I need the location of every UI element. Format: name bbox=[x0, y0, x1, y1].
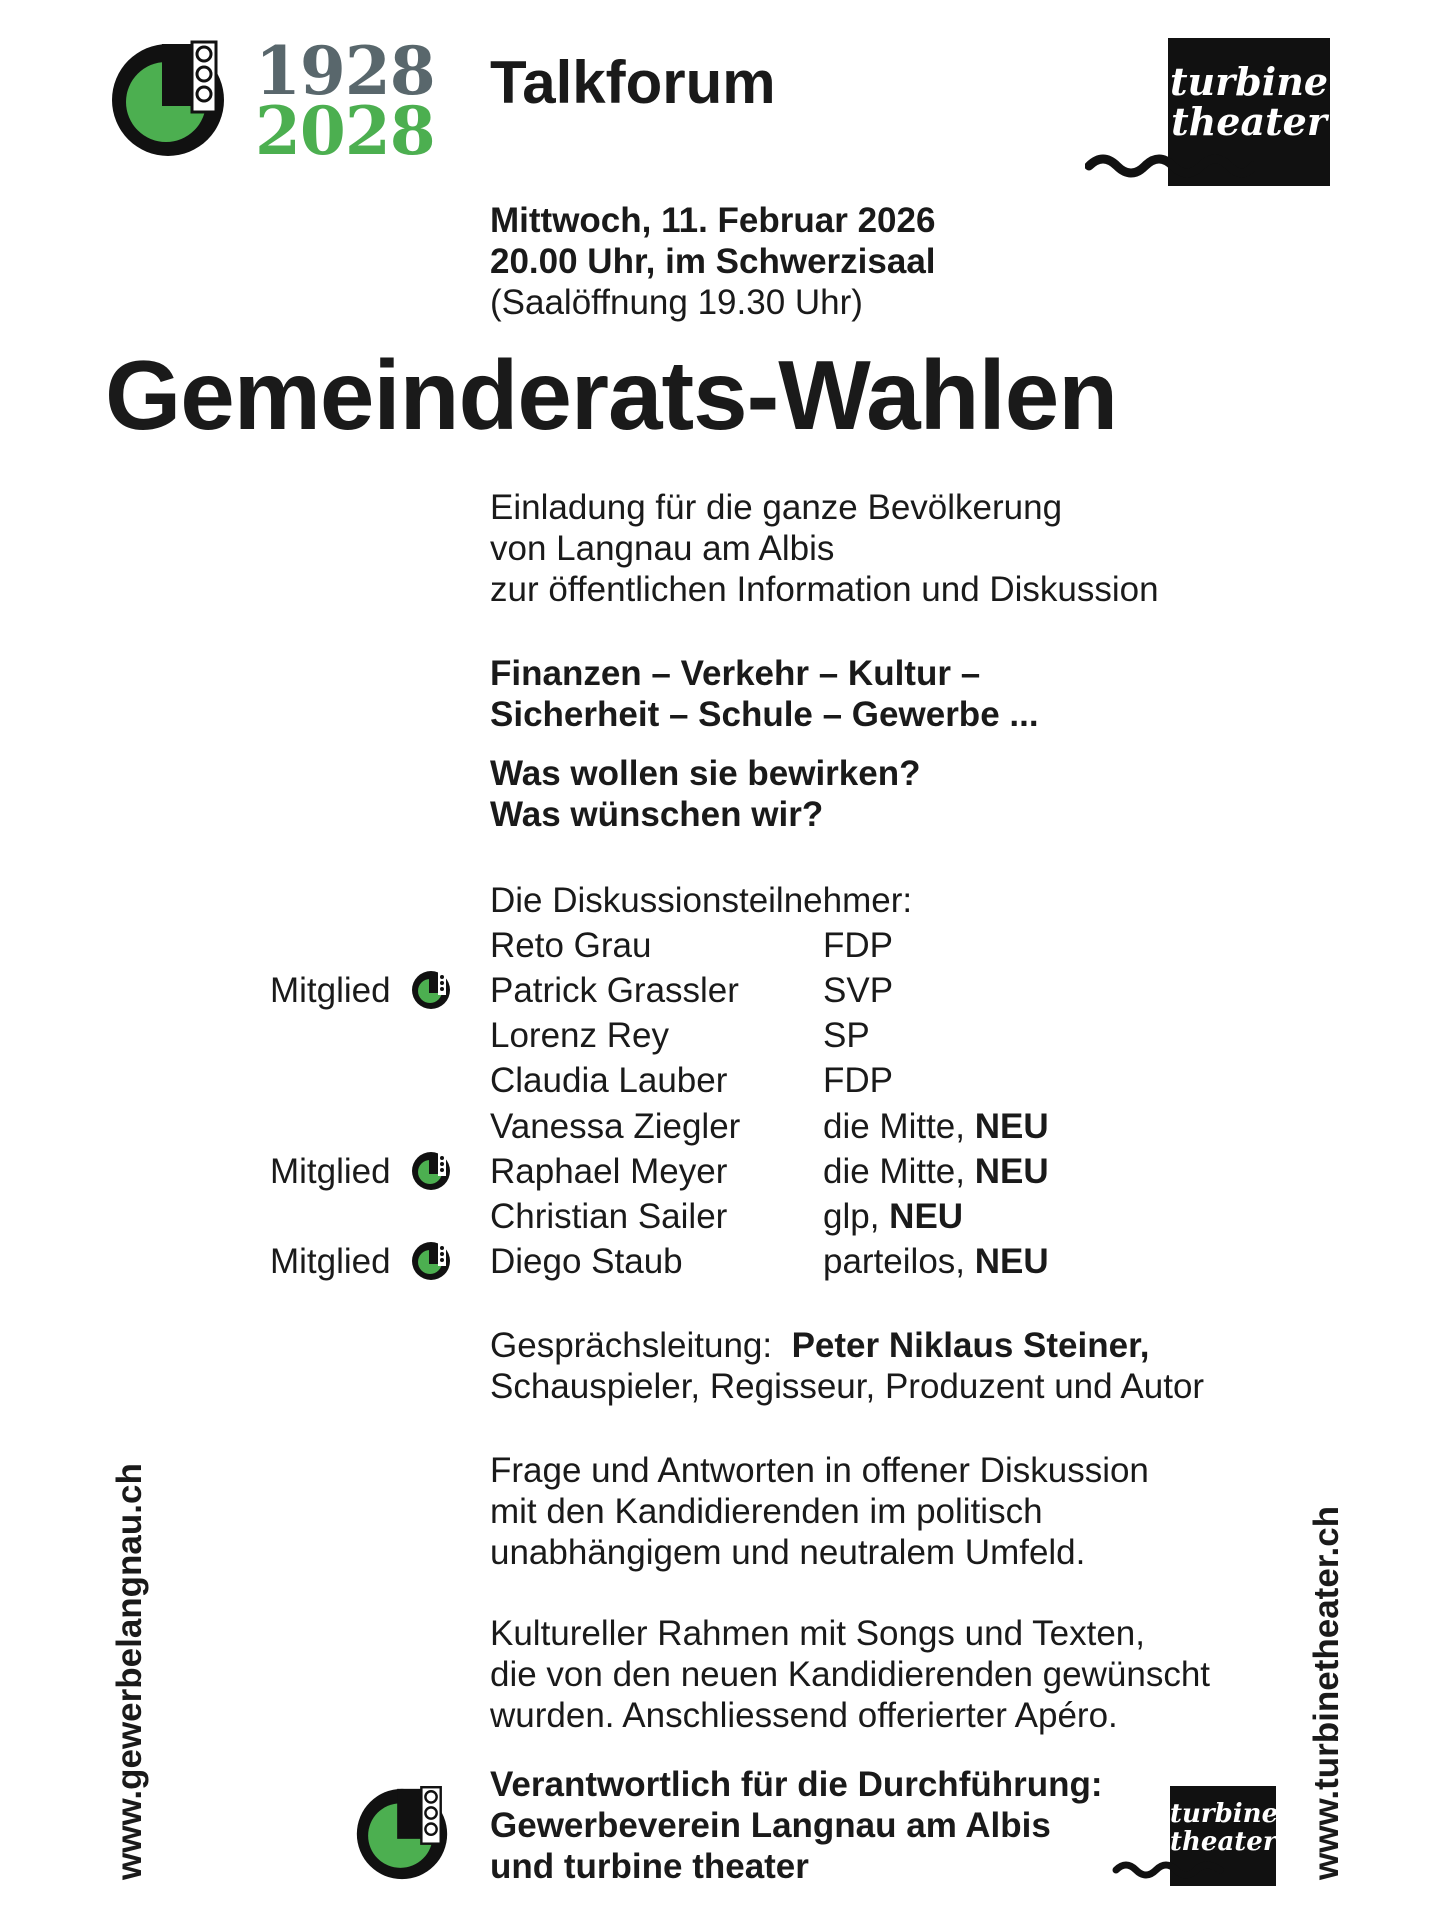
question-line-1: Was wollen sie bewirken? bbox=[490, 754, 921, 793]
participant-name: Diego Staub bbox=[490, 1242, 683, 1281]
invitation-line-3: zur öffentlichen Information und Diskussion bbox=[490, 570, 1159, 609]
participant-party: parteilos, NEU bbox=[823, 1242, 1049, 1281]
responsible-line-1: Verantwortlich für die Durchführung: bbox=[490, 1765, 1103, 1804]
participant-name: Patrick Grassler bbox=[490, 971, 739, 1010]
question-line-2: Was wünschen wir? bbox=[490, 795, 824, 834]
new-badge: NEU bbox=[974, 1152, 1049, 1191]
member-label: Mitglied bbox=[270, 971, 391, 1010]
participant-party: die Mitte, NEU bbox=[823, 1152, 1049, 1191]
member-logo-icon bbox=[410, 1240, 452, 1282]
logo-word-theater: theater bbox=[1170, 1827, 1277, 1857]
logo-word-turbine: turbine bbox=[1169, 59, 1328, 104]
invitation-line-1: Einladung für die ganze Bevölkerung bbox=[490, 488, 1063, 527]
participant-name: Claudia Lauber bbox=[490, 1061, 728, 1100]
participant-party: SVP bbox=[823, 971, 894, 1010]
culture-line-1: Kultureller Rahmen mit Songs und Texten, bbox=[490, 1614, 1145, 1653]
participant-party: FDP bbox=[823, 926, 893, 965]
new-badge: NEU bbox=[974, 1242, 1049, 1281]
member-logo-icon bbox=[410, 1150, 452, 1192]
participant-party: SP bbox=[823, 1016, 870, 1055]
moderator-roles: Schauspieler, Regisseur, Produzent und Autor bbox=[490, 1367, 1205, 1406]
logo-word-turbine: turbine bbox=[1170, 1799, 1279, 1829]
url-turbinetheater[interactable]: www.turbinetheater.ch bbox=[1307, 1505, 1346, 1880]
logo-word-theater: theater bbox=[1171, 99, 1327, 144]
participant-name: Reto Grau bbox=[490, 926, 652, 965]
event-date: Mittwoch, 11. Februar 2026 bbox=[490, 201, 936, 240]
year-1928: 1928 bbox=[255, 32, 435, 110]
format-line-3: unabhängigem und neutralem Umfeld. bbox=[490, 1533, 1086, 1572]
responsible-line-3: und turbine theater bbox=[490, 1847, 809, 1886]
participant-name: Lorenz Rey bbox=[490, 1016, 669, 1055]
invitation-line-2: von Langnau am Albis bbox=[490, 529, 835, 568]
moderator-name: Peter Niklaus Steiner, bbox=[791, 1326, 1150, 1365]
participant-party: die Mitte, NEU bbox=[823, 1107, 1049, 1146]
url-gewerbelangnau[interactable]: www.gewerbelangnau.ch bbox=[110, 1463, 149, 1880]
participants-label: Die Diskussionsteilnehmer: bbox=[490, 881, 913, 920]
wave-icon bbox=[1085, 150, 1255, 180]
page-title: Talkforum bbox=[490, 49, 776, 116]
responsible-line-2: Gewerbeverein Langnau am Albis bbox=[490, 1806, 1051, 1845]
participant-party: glp, NEU bbox=[823, 1197, 964, 1236]
participant-party: FDP bbox=[823, 1061, 893, 1100]
culture-line-3: wurden. Anschliessend offerierter Apéro. bbox=[490, 1696, 1118, 1735]
wave-icon bbox=[1112, 1858, 1224, 1880]
participant-name: Raphael Meyer bbox=[490, 1152, 728, 1191]
member-label: Mitglied bbox=[270, 1242, 391, 1281]
new-badge: NEU bbox=[889, 1197, 964, 1236]
new-badge: NEU bbox=[974, 1107, 1049, 1146]
headline: Gemeinderats-Wahlen bbox=[105, 340, 1118, 450]
gewerbeverein-logo-bottom bbox=[352, 1784, 452, 1884]
moderation-line bbox=[490, 1325, 1150, 1366]
event-time-place: 20.00 Uhr, im Schwerzisaal bbox=[490, 242, 936, 281]
participant-name: Vanessa Ziegler bbox=[490, 1107, 741, 1146]
year-2028: 2028 bbox=[255, 92, 435, 170]
moderation-label: Gesprächsleitung: bbox=[490, 1326, 773, 1365]
member-logo-icon bbox=[410, 969, 452, 1011]
culture-line-2: die von den neuen Kandidierenden gewünscht bbox=[490, 1655, 1211, 1694]
topics-line-1: Finanzen – Verkehr – Kultur – bbox=[490, 654, 981, 693]
gewerbeverein-logo bbox=[108, 38, 228, 162]
topics-line-2: Sicherheit – Schule – Gewerbe ... bbox=[490, 695, 1039, 734]
event-doors: (Saalöffnung 19.30 Uhr) bbox=[490, 283, 863, 322]
format-line-2: mit den Kandidierenden im politisch bbox=[490, 1492, 1043, 1531]
format-line-1: Frage und Antworten in offener Diskussion bbox=[490, 1451, 1149, 1490]
participant-name: Christian Sailer bbox=[490, 1197, 728, 1236]
member-label: Mitglied bbox=[270, 1152, 391, 1191]
